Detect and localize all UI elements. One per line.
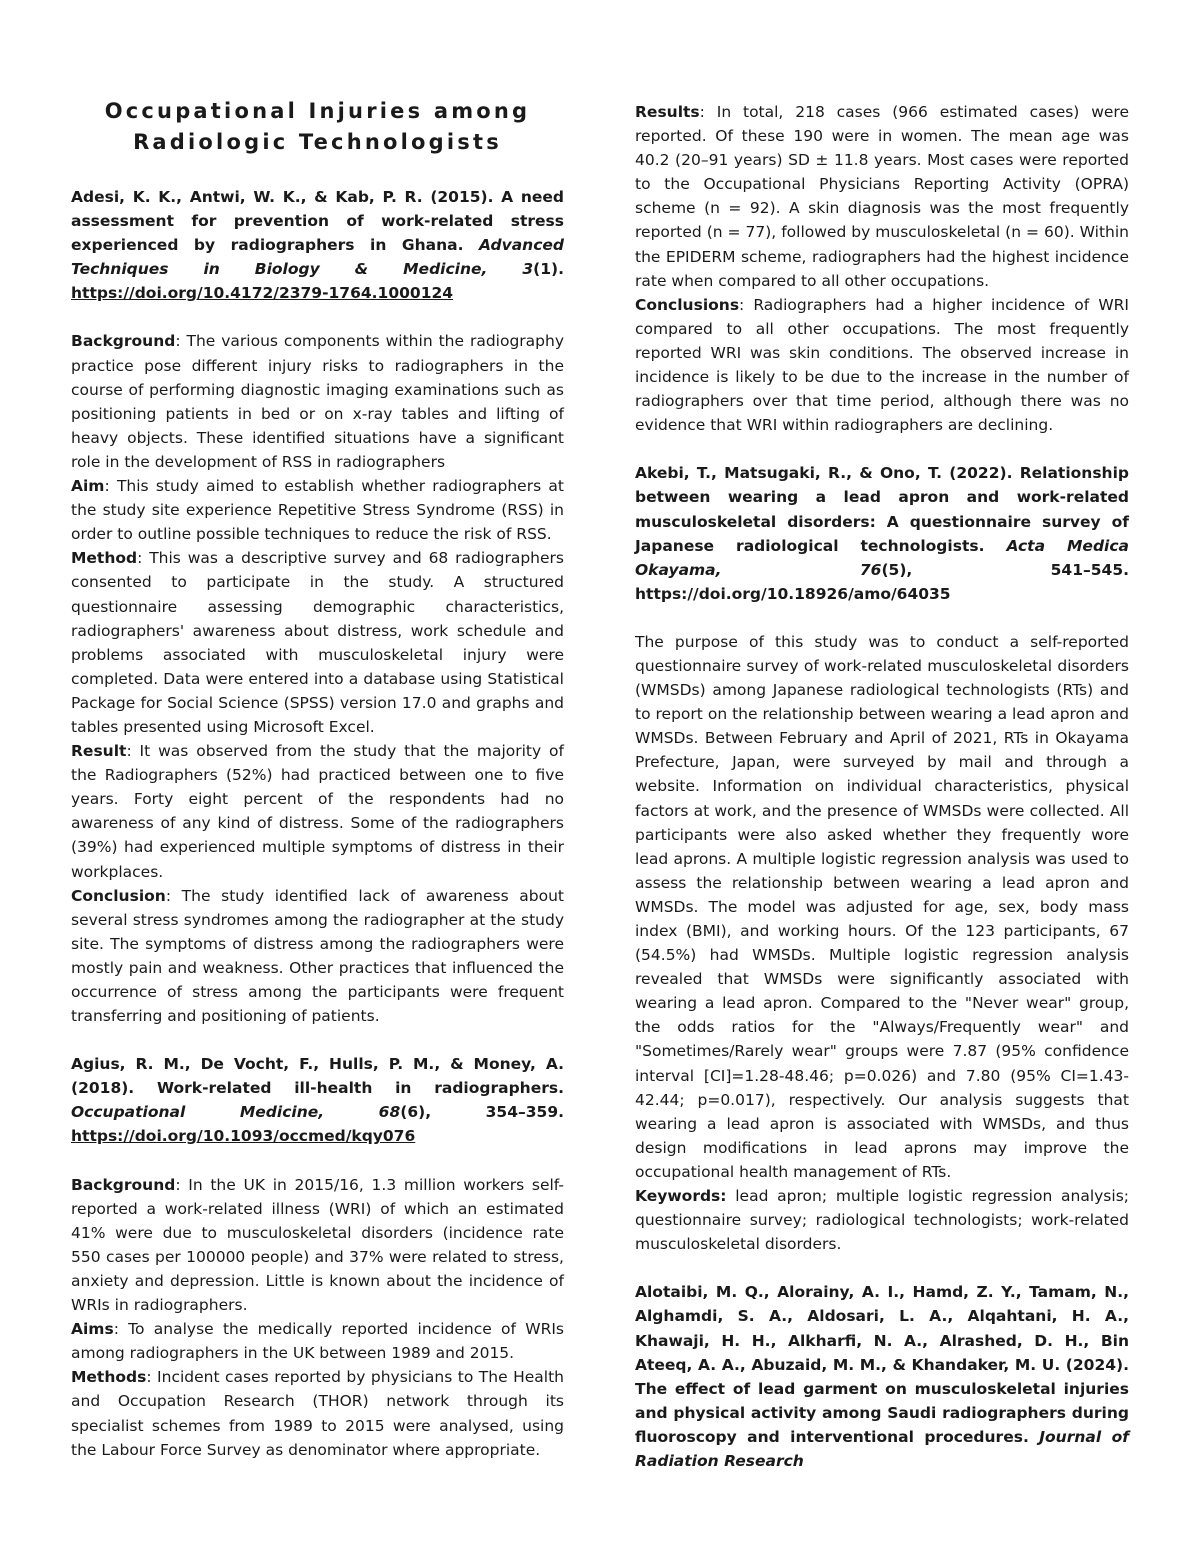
journal-name: Journal of Radiation Research	[635, 1427, 1129, 1470]
section-label: Background	[71, 1175, 176, 1194]
citation-issue: (5), 541–545.	[881, 560, 1129, 579]
abstract-section	[71, 546, 564, 739]
keywords-label: Keywords:	[635, 1187, 727, 1206]
section-label: Methods	[71, 1368, 147, 1387]
section-label: Results	[635, 103, 700, 121]
reference-adesi-2015	[71, 185, 564, 305]
section-text: : It was observed from the study that the majority of the Radiographers (52%) had practiced between one to five years. Forty eight percent of the respondents had no awareness of any kind of distress. Some of the radiographers (39%) had experienced multiple symptoms of distress in their workplaces.	[71, 742, 564, 881]
journal-name: Occupational Medicine, 68	[71, 1103, 401, 1122]
journal-name: Acta Medica Okayama, 76	[635, 536, 1129, 579]
page-title: Occupational Injuries among Radiologic Technologists	[104, 99, 531, 154]
section-label: Result	[71, 742, 127, 761]
abstract-section	[71, 1365, 564, 1461]
doi-link[interactable]: https://doi.org/10.4172/2379-1764.1000124	[71, 284, 454, 303]
abstract-section	[71, 739, 564, 884]
section-label: Conclusions	[635, 295, 740, 314]
keywords-text: lead apron; multiple logistic regression analysis; questionnaire survey; radiological technologists; work-related musculoskeletal disorders.	[635, 1187, 1129, 1254]
citation-text: Alotaibi, M. Q., Alorainy, A. I., Hamd, Z. Y., Tamam, N., Alghamdi, S. A., Aldosari, L. A., Alqahtani, H. A., Khawaji, H. H., Alkharfi, N. A., Alrashed, D. H., Bin Ateeq, A. A., Abuzaid, M. M., & Khandaker, M. U. (2024). The effect of lead garment on musculoskeletal injuries and physical activity among Saudi radiographers during fluoroscopy and interventional procedures.	[635, 1283, 1129, 1446]
reference-akebi-2022	[635, 461, 1129, 606]
section-label: Aim	[71, 477, 105, 496]
section-text: : To analyse the medically reported incidence of WRIs among radiographers in the UK between 1989 and 2015.	[71, 1320, 564, 1363]
abstract-section	[635, 100, 1129, 293]
abstract-paragraph: The purpose of this study was to conduct a self-reported questionnaire survey of work-related musculoskeletal disorders (WMSDs) among Japanese radiological technologists (RTs) and to report on the relationship between wearing a lead apron and WMSDs. Between February and April of 2021, RTs in Okayama Prefecture, Japan, were surveyed by mail and through a website. Information on individual characteristics, physical factors at work, and the presence of WMSDs were collected. All participants were also asked whether they frequently wore lead aprons. A multiple logistic regression analysis was used to assess the relationship between wearing a lead apron and WMSDs. The model was adjusted for age, sex, body mass index (BMI), and working hours. Of the 123 participants, 67 (54.5%) had WMSDs. Multiple logistic regression analysis revealed that WMSDs were significantly associated with wearing a lead apron. Compared to the "Never wear" group, the odds ratios for the "Always/Frequently wear" and "Sometimes/Rarely wear" groups were 7.87 (95% confidence interval [CI]=1.28-48.46; p=0.026) and 7.80 (95% CI=1.43-42.44; p=0.017), respectively. Our analysis suggests that wearing a lead apron is associated with WMSDs, and thus design modifications in lead aprons may improve the occupational health management of RTs.	[635, 632, 1129, 1181]
section-text: : This was a descriptive survey and 68 radiographers consented to participate in the study. A structured questionnaire assessing demographic characteristics, radiographers' awareness about distress, work schedule and problems associated with musculoskeletal injury were completed. Data were entered into a database using Statistical Package for Social Science (SPSS) version 17.0 and graphs and tables presented using Microsoft Excel.	[71, 549, 564, 736]
section-label: Aims	[71, 1320, 114, 1339]
citation-issue: (6), 354–359.	[400, 1103, 564, 1122]
citation-text: Adesi, K. K., Antwi, W. K., & Kab, P. R. (2015). A need assessment for prevention of work-related stress experienced by radiographers in Ghana.	[71, 188, 564, 255]
abstract-section	[635, 293, 1129, 438]
right-column	[635, 100, 1129, 1473]
section-text: : This study aimed to establish whether radiographers at the study site experience Repetitive Stress Syndrome (RSS) in order to outline possible techniques to reduce the risk of RSS.	[71, 477, 564, 544]
section-text: : The study identified lack of awareness about several stress syndromes among the radiographer at the study site. The symptoms of distress among the radiographers were mostly pain and weakness. Other practices that influenced the occurrence of stress among the participants were frequent transferring and positioning of patients.	[71, 886, 564, 1026]
abstract-section	[71, 884, 564, 1029]
left-column	[71, 96, 564, 1462]
abstract-section	[71, 1317, 564, 1365]
reference-alotaibi-2024	[635, 1280, 1129, 1473]
section-text: : In the UK in 2015/16, 1.3 million workers self-reported a work-related illness (WRI) of which an estimated 41% were due to musculoskeletal disorders (incidence rate 550 cases per 100000 people) and 37% were related to stress, anxiety and depression. Little is known about the incidence of WRIs in radiographers.	[71, 1175, 564, 1315]
abstract-section	[71, 474, 564, 546]
citation-text: Agius, R. M., De Vocht, F., Hulls, P. M., & Money, A. (2018). Work-related ill-health in radiographers.	[71, 1055, 564, 1098]
section-text: : In total, 218 cases (966 estimated cases) were reported. Of these 190 were in women. The mean age was 40.2 (20–91 years) SD ± 11.8 years. Most cases were reported to the Occupational Physicians Reporting Activity (OPRA) scheme (n = 92). A skin diagnosis was the most frequently reported (n = 77), followed by musculoskeletal (n = 60). Within the EPIDERM scheme, radiographers had the highest incidence rate when compared to all other occupations.	[635, 103, 1129, 290]
abstract-section	[71, 329, 564, 474]
citation-issue: (1).	[533, 260, 564, 279]
section-label: Conclusion	[71, 886, 166, 905]
keywords	[635, 1184, 1129, 1256]
section-label: Background	[71, 332, 176, 351]
abstract-section	[71, 1173, 564, 1318]
reference-agius-2018	[71, 1052, 564, 1148]
section-label: Method	[71, 549, 138, 568]
section-text: : Radiographers had a higher incidence of WRI compared to all other occupations. The most frequently reported WRI was skin conditions. The observed increase in incidence is likely to be due to the increase in the number of radiographers over that time period, although there was no evidence that WRI within radiographers are declining.	[635, 295, 1129, 435]
section-text: : The various components within the radiography practice pose different injury risks to radiographers in the course of performing diagnostic imaging examinations such as positioning patients in bed or on x-ray tables and lifting of heavy objects. These identified situations have a significant role in the development of RSS in radiographers	[71, 332, 564, 471]
journal-name: Advanced Techniques in Biology & Medicine, 3	[71, 236, 564, 279]
doi-link[interactable]: https://doi.org/10.18926/amo/64035	[635, 584, 951, 603]
section-text: : Incident cases reported by physicians to The Health and Occupation Research (THOR) network through its specialist schemes from 1989 to 2015 were analysed, using the Labour Force Survey as denominator where appropriate.	[71, 1368, 564, 1459]
citation-text: Akebi, T., Matsugaki, R., & Ono, T. (2022). Relationship between wearing a lead apron and work-related musculoskeletal disorders: A questionnaire survey of Japanese radiological technologists.	[635, 464, 1129, 555]
doi-link[interactable]: https://doi.org/10.1093/occmed/kqy076	[71, 1127, 416, 1146]
